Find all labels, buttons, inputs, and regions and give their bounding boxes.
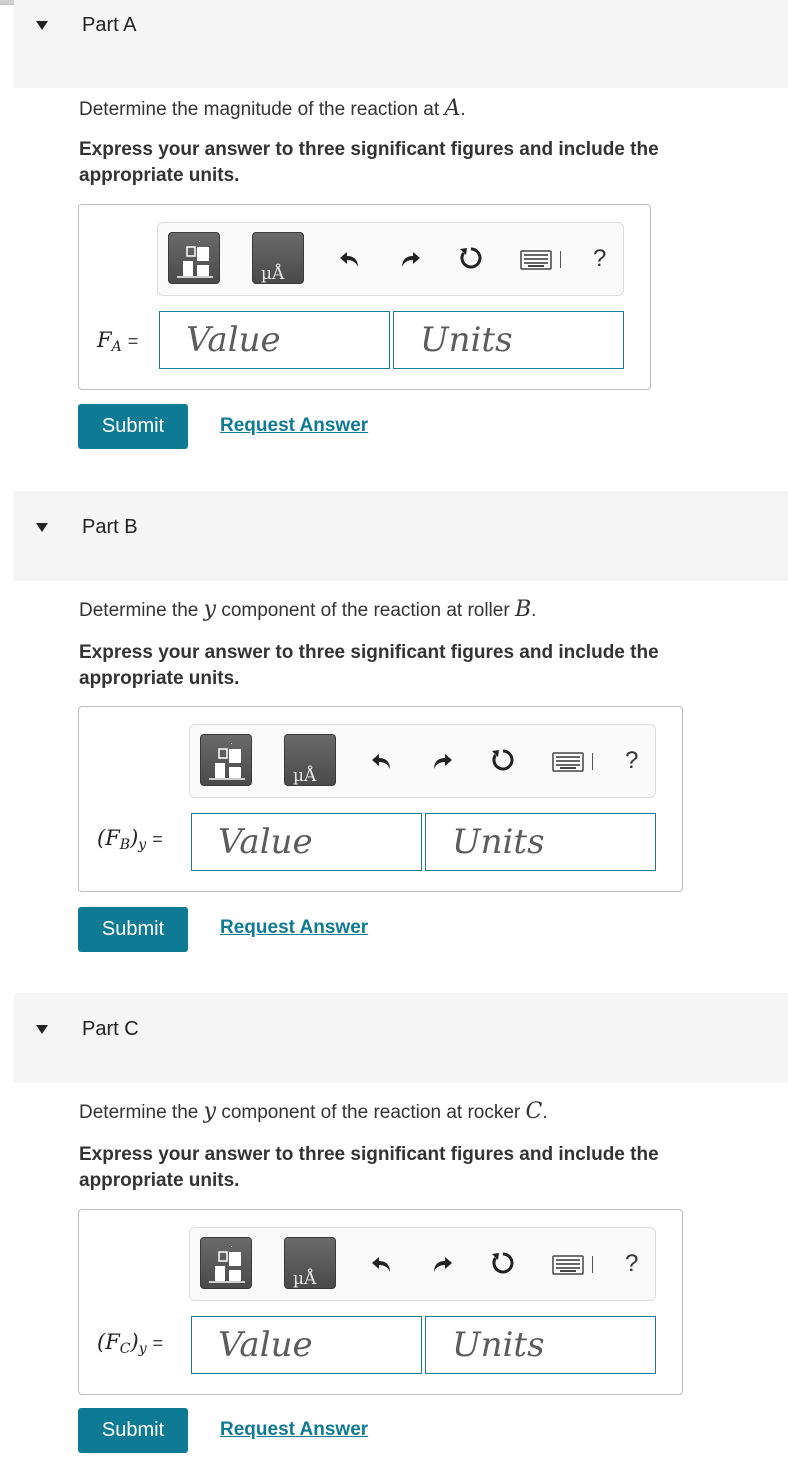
part-title: Part A (82, 14, 137, 36)
keyboard-icon[interactable] (520, 250, 552, 270)
answer-label: $(F_B)_y$ = (97, 826, 163, 853)
units-input[interactable]: Units (393, 311, 624, 369)
part-title: Part C (82, 1018, 139, 1040)
math-toolbar (189, 1227, 656, 1301)
templates-icon (201, 735, 253, 787)
templates-button[interactable] (200, 1237, 252, 1289)
submit-button[interactable]: Submit (78, 907, 188, 952)
undo-icon[interactable] (338, 247, 362, 271)
templates-icon (201, 1238, 253, 1290)
instruction-text: Express your answer to three significant figures and include the appropriate units. (79, 642, 659, 689)
units-button[interactable] (284, 734, 336, 786)
collapse-caret-icon[interactable] (36, 1025, 48, 1034)
redo-icon[interactable] (398, 247, 422, 271)
answer-box (78, 706, 683, 892)
collapse-caret-icon[interactable] (36, 21, 48, 30)
instruction-text: Express your answer to three significant figures and include the appropriate units. (79, 1144, 659, 1191)
toolbar-separator (592, 1256, 593, 1273)
units-button[interactable] (252, 232, 304, 284)
value-input[interactable]: Value (191, 813, 422, 871)
submit-button[interactable]: Submit (78, 404, 188, 449)
toolbar-separator (592, 753, 593, 770)
math-toolbar (189, 724, 656, 798)
help-button[interactable]: ? (625, 1250, 639, 1277)
request-answer-link[interactable]: Request Answer (220, 1419, 369, 1440)
reset-icon[interactable] (458, 245, 484, 271)
answer-label: $F_A$ = (97, 328, 139, 355)
templates-icon (169, 233, 221, 285)
request-answer-link[interactable]: Request Answer (220, 917, 369, 938)
undo-icon[interactable] (370, 1252, 394, 1276)
toolbar-separator (560, 251, 561, 268)
redo-icon[interactable] (430, 1252, 454, 1276)
question-text: Determine the magnitude of the reaction at A. (79, 96, 466, 121)
units-input[interactable]: Units (425, 813, 656, 871)
units-glyph: µÅ (293, 1269, 317, 1289)
answer-box (78, 1209, 683, 1395)
units-glyph: µÅ (261, 264, 285, 284)
keyboard-icon[interactable] (552, 752, 584, 772)
instruction-text: Express your answer to three significant figures and include the appropriate units. (79, 139, 659, 186)
undo-icon[interactable] (370, 749, 394, 773)
request-answer-link[interactable]: Request Answer (220, 415, 369, 436)
reset-icon[interactable] (490, 747, 516, 773)
keyboard-icon[interactable] (552, 1255, 584, 1275)
collapse-caret-icon[interactable] (36, 523, 48, 532)
answer-label: $(F_C)_y$ = (97, 1330, 164, 1357)
units-mu-angstrom-icon (285, 735, 337, 787)
question-text: Determine the y component of the reaction at rocker C. (79, 1099, 548, 1124)
value-input[interactable]: Value (191, 1316, 422, 1374)
units-mu-angstrom-icon (253, 233, 305, 285)
units-mu-angstrom-icon (285, 1238, 337, 1290)
math-toolbar (157, 222, 624, 296)
redo-icon[interactable] (430, 749, 454, 773)
help-button[interactable]: ? (593, 245, 607, 272)
value-input[interactable]: Value (159, 311, 390, 369)
templates-button[interactable] (200, 734, 252, 786)
reset-icon[interactable] (490, 1250, 516, 1276)
help-button[interactable]: ? (625, 747, 639, 774)
question-text: Determine the y component of the reaction at roller B. (79, 597, 537, 622)
templates-button[interactable] (168, 232, 220, 284)
answer-box (78, 204, 651, 390)
units-button[interactable] (284, 1237, 336, 1289)
units-glyph: µÅ (293, 766, 317, 786)
part-title: Part B (82, 516, 138, 538)
units-input[interactable]: Units (425, 1316, 656, 1374)
submit-button[interactable]: Submit (78, 1408, 188, 1453)
